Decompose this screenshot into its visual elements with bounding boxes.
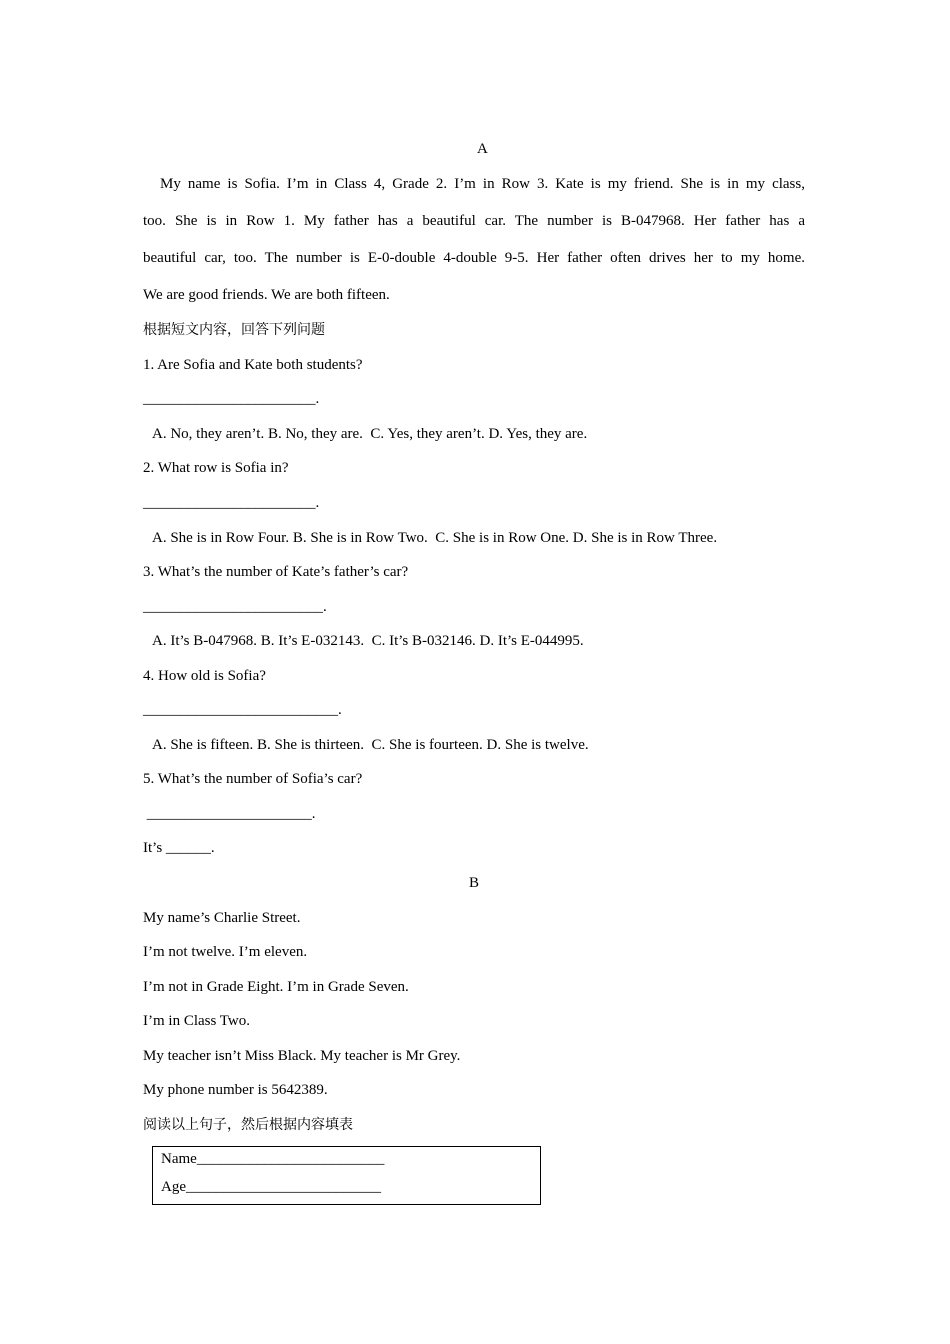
answer-blank-5[interactable]: ______________________.: [143, 806, 316, 822]
question-3: 3. What’s the number of Kate’s father’s car?: [143, 564, 409, 580]
section-a-passage: [143, 174, 805, 322]
section-a-instruction: 根据短文内容，回答下列问题: [143, 322, 325, 338]
section-a-heading: A: [477, 141, 488, 157]
answer-blank-2[interactable]: _______________________.: [143, 495, 320, 511]
age-field[interactable]: Age__________________________: [161, 1179, 381, 1195]
options-4: A. She is fifteen. B. She is thirteen. C. She is fourteen. D. She is twelve.: [152, 737, 589, 753]
section-b-line: I’m not twelve. I’m eleven.: [143, 944, 308, 960]
options-1: A. No, they aren’t. B. No, they are. C. Yes, they aren’t. D. Yes, they are.: [152, 426, 588, 442]
passage-line: My name is Sofia. I’m in Class 4, Grade 2. I’m in Row 3. Kate is my friend. She is in my class,: [160, 176, 805, 192]
name-field[interactable]: Name_________________________: [161, 1151, 385, 1167]
question-4: 4. How old is Sofia?: [143, 668, 266, 684]
question-2: 2. What row is Sofia in?: [143, 460, 289, 476]
question-1: 1. Are Sofia and Kate both students?: [143, 357, 363, 373]
section-b-line: My name’s Charlie Street.: [143, 910, 301, 926]
section-b-heading: B: [469, 875, 480, 891]
options-3: A. It’s B-047968. B. It’s E-032143. C. It’s B-032146. D. It’s E-044995.: [152, 633, 584, 649]
section-b-line: I’m in Class Two.: [143, 1013, 251, 1029]
section-b-instruction: 阅读以上句子，然后根据内容填表: [143, 1117, 353, 1133]
info-table: [152, 1146, 541, 1205]
question-5: 5. What’s the number of Sofia’s car?: [143, 771, 363, 787]
answer-blank-1[interactable]: _______________________.: [143, 391, 320, 407]
passage-line: beautiful car, too. The number is E-0-double 4-double 9-5. Her father often drives her to my home.: [143, 250, 805, 266]
answer-line-5[interactable]: It’s ______.: [143, 840, 215, 856]
passage-line: We are good friends. We are both fifteen.: [143, 287, 390, 303]
section-b-line: My teacher isn’t Miss Black. My teacher is Mr Grey.: [143, 1048, 461, 1064]
options-2: A. She is in Row Four. B. She is in Row Two. C. She is in Row One. D. She is in Row Three.: [152, 530, 718, 546]
section-b-line: I’m not in Grade Eight. I’m in Grade Seven.: [143, 979, 409, 995]
answer-blank-4[interactable]: __________________________.: [143, 702, 342, 718]
answer-blank-3[interactable]: ________________________.: [143, 599, 327, 615]
passage-line: too. She is in Row 1. My father has a beautiful car. The number is B-047968. Her father has a: [143, 213, 805, 229]
section-b-line: My phone number is 5642389.: [143, 1082, 328, 1098]
